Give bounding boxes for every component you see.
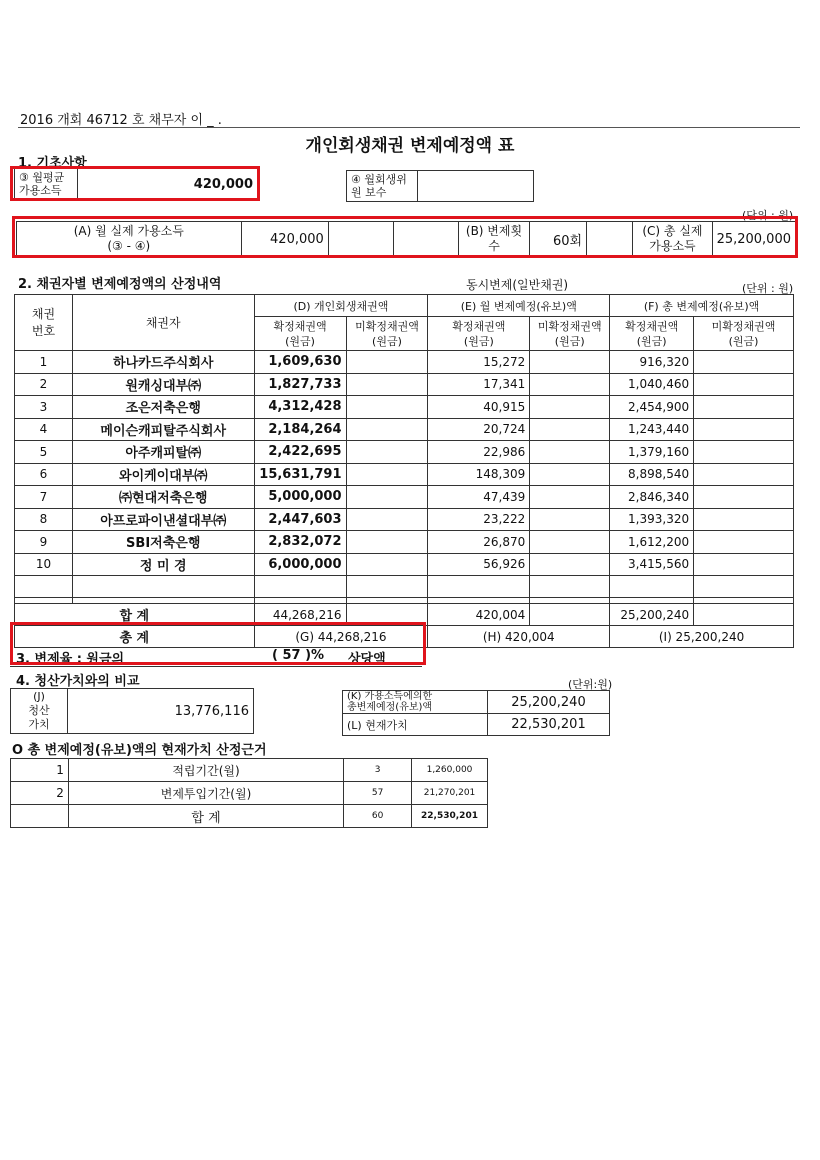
basis-no: 1	[11, 759, 69, 782]
section2-heading: 2. 채권자별 변제예정액의 산정내역	[18, 277, 222, 292]
section2-note: 동시변제(일반채권)	[466, 278, 569, 292]
j-value: 13,776,116	[68, 689, 254, 734]
liquidation-value-table	[10, 688, 254, 734]
section1-heading: 1. 기초사항	[18, 156, 87, 171]
creditor-name: 하나카드주식회사	[72, 351, 254, 374]
section4-heading: 4. 청산가치와의 비교	[16, 674, 140, 689]
creditor-no: 3	[15, 396, 73, 419]
basis-sum-row	[11, 805, 488, 828]
col-no-header: 채권 번호	[15, 295, 73, 351]
monthly-unconfirmed	[530, 351, 610, 374]
total-g: (G) 44,268,216	[254, 626, 428, 648]
total-repayment: 8,898,540	[610, 463, 694, 486]
creditor-no: 4	[15, 418, 73, 441]
section5-heading: O 총 변제예정(유보)액의 현재가치 산정근거	[12, 743, 267, 758]
d-unconfirmed-header: 미확정채권액 (원금)	[346, 317, 428, 351]
basis-row	[11, 782, 488, 805]
total-label: 총 계	[15, 626, 255, 648]
highlight-monthly-income	[10, 166, 260, 201]
total-unconfirmed	[694, 441, 794, 464]
table-row	[15, 418, 794, 441]
basis-name: 변제투입기간(월)	[68, 782, 343, 805]
highlight-income-summary	[12, 216, 798, 258]
e-unconfirmed-header: 미확정채권액 (원금)	[530, 317, 610, 351]
total-repayment: 2,846,340	[610, 486, 694, 509]
monthly-unconfirmed	[530, 441, 610, 464]
basis-months: 57	[344, 782, 412, 805]
repayment-rate-suffix: 상당액	[348, 652, 386, 667]
repayment-rate-label: 3. 변제율 : 원금의	[16, 652, 125, 667]
total-unconfirmed	[694, 463, 794, 486]
creditor-name: SBI저축은행	[72, 531, 254, 554]
monthly-repayment: 26,870	[428, 531, 530, 554]
creditor-name: 아주캐피탈㈜	[72, 441, 254, 464]
highlight-total-and-rate	[10, 622, 426, 665]
section4-unit: (단위:원)	[568, 678, 613, 691]
monthly-repayment: 148,309	[428, 463, 530, 486]
monthly-repayment: 17,341	[428, 373, 530, 396]
confirmed-claim: 2,184,264	[254, 418, 346, 441]
repayment-rate-value: ( 57 )%	[272, 648, 325, 663]
table-row	[15, 373, 794, 396]
monthly-unconfirmed	[530, 396, 610, 419]
creditor-no: 5	[15, 441, 73, 464]
trustee-fee-table	[346, 170, 534, 202]
unconfirmed-claim	[346, 486, 428, 509]
table-row	[15, 508, 794, 531]
total-repayment: 1,612,200	[610, 531, 694, 554]
total-unconfirmed	[694, 531, 794, 554]
empty-row	[15, 576, 794, 598]
total-unconfirmed	[694, 553, 794, 576]
a-value: 420,000	[241, 222, 328, 257]
creditor-name: ㈜현대저축은행	[72, 486, 254, 509]
b-value: 60회	[530, 222, 587, 257]
confirmed-claim: 1,609,630	[254, 351, 346, 374]
sum-e: 420,004	[428, 604, 530, 626]
total-repayment: 1,379,160	[610, 441, 694, 464]
creditor-name: 원캐싱대부㈜	[72, 373, 254, 396]
basis-no: 2	[11, 782, 69, 805]
d-confirmed-header: 확정채권액 (원금)	[254, 317, 346, 351]
basis-sum-amount: 22,530,201	[412, 805, 488, 828]
monthly-avg-value: 420,000	[78, 169, 258, 200]
confirmed-claim: 2,422,695	[254, 441, 346, 464]
table-row	[15, 396, 794, 419]
basis-row	[11, 759, 488, 782]
total-i: (I) 25,200,240	[610, 626, 794, 648]
monthly-unconfirmed	[530, 531, 610, 554]
j-label: (J) 청산 가치	[11, 689, 68, 734]
page-title: 개인회생채권 변제예정액 표	[305, 136, 515, 156]
creditor-no: 7	[15, 486, 73, 509]
confirmed-claim: 6,000,000	[254, 553, 346, 576]
a-label: (A) 월 실제 가용소득 (③ - ④)	[17, 222, 242, 257]
monthly-repayment: 40,915	[428, 396, 530, 419]
total-unconfirmed	[694, 351, 794, 374]
monthly-repayment: 22,986	[428, 441, 530, 464]
col-e-header: (E) 월 변제예정(유보)액	[428, 295, 610, 317]
total-repayment: 916,320	[610, 351, 694, 374]
total-repayment: 1,040,460	[610, 373, 694, 396]
total-repayment: 3,415,560	[610, 553, 694, 576]
k-label: (K) 가용소득에의한 총변제예정(유보)액	[343, 691, 488, 714]
confirmed-claim: 5,000,000	[254, 486, 346, 509]
b-label: (B) 변제횟 수	[458, 222, 530, 257]
unconfirmed-claim	[346, 508, 428, 531]
total-unconfirmed	[694, 396, 794, 419]
monthly-unconfirmed	[530, 418, 610, 441]
c-label: (C) 총 실제 가용소득	[633, 222, 712, 257]
sum-f: 25,200,240	[610, 604, 694, 626]
f-unconfirmed-header: 미확정채권액 (원금)	[694, 317, 794, 351]
basis-rows	[11, 759, 488, 805]
monthly-unconfirmed	[530, 486, 610, 509]
basis-months: 3	[344, 759, 412, 782]
confirmed-claim: 1,827,733	[254, 373, 346, 396]
total-h: (H) 420,004	[428, 626, 610, 648]
table-row	[15, 531, 794, 554]
creditor-no: 2	[15, 373, 73, 396]
l-label: (L) 현재가치	[343, 714, 488, 736]
section2-unit: (단위 : 원)	[742, 282, 794, 295]
creditor-name: 조은저축은행	[72, 396, 254, 419]
col-f-header: (F) 총 변제예정(유보)액	[610, 295, 794, 317]
unconfirmed-claim	[346, 463, 428, 486]
creditor-no: 1	[15, 351, 73, 374]
unconfirmed-claim	[346, 351, 428, 374]
col-d-header: (D) 개인회생채권액	[254, 295, 428, 317]
e-confirmed-header: 확정채권액 (원금)	[428, 317, 530, 351]
confirmed-claim: 15,631,791	[254, 463, 346, 486]
unconfirmed-claim	[346, 373, 428, 396]
basis-amount: 21,270,201	[412, 782, 488, 805]
total-unconfirmed	[694, 486, 794, 509]
unconfirmed-claim	[346, 441, 428, 464]
monthly-unconfirmed	[530, 553, 610, 576]
section1-unit: (단위 : 원)	[742, 209, 794, 222]
col-creditor-header: 채권자	[72, 295, 254, 351]
trustee-fee-value	[418, 171, 534, 202]
creditor-name: 정 미 경	[72, 553, 254, 576]
table-row	[15, 486, 794, 509]
monthly-avg-label: ③ 월평균 가용소득	[15, 169, 78, 200]
monthly-unconfirmed	[530, 508, 610, 531]
creditor-rows	[15, 351, 794, 576]
creditor-no: 9	[15, 531, 73, 554]
confirmed-claim: 4,312,428	[254, 396, 346, 419]
table-row	[15, 553, 794, 576]
trustee-fee-label: ④ 월회생위 원 보수	[347, 171, 418, 202]
c-value: 25,200,000	[712, 222, 795, 257]
unconfirmed-claim	[346, 418, 428, 441]
creditor-no: 10	[15, 553, 73, 576]
monthly-repayment: 20,724	[428, 418, 530, 441]
creditor-no: 6	[15, 463, 73, 486]
monthly-repayment: 23,222	[428, 508, 530, 531]
total-unconfirmed	[694, 418, 794, 441]
total-repayment: 1,243,440	[610, 418, 694, 441]
sum-label: 합 계	[15, 604, 255, 626]
unconfirmed-claim	[346, 396, 428, 419]
total-unconfirmed	[694, 373, 794, 396]
sum-d: 44,268,216	[254, 604, 346, 626]
creditor-name: 와이케이대부㈜	[72, 463, 254, 486]
creditor-table	[14, 294, 794, 648]
k-value: 25,200,240	[488, 691, 610, 714]
unconfirmed-claim	[346, 531, 428, 554]
creditor-no: 8	[15, 508, 73, 531]
monthly-repayment: 47,439	[428, 486, 530, 509]
table-row	[15, 351, 794, 374]
present-value-table	[342, 690, 610, 736]
l-value: 22,530,201	[488, 714, 610, 736]
creditor-name: 메이슨캐피탈주식회사	[72, 418, 254, 441]
monthly-repayment: 15,272	[428, 351, 530, 374]
basis-sum-label: 합 계	[68, 805, 343, 828]
table-row	[15, 463, 794, 486]
header-rule	[18, 127, 800, 128]
basis-sum-months: 60	[344, 805, 412, 828]
case-header: 2016 개회 46712 호 채무자 이 _ .	[20, 113, 222, 128]
monthly-unconfirmed	[530, 463, 610, 486]
present-value-basis-table	[10, 758, 488, 828]
basis-amount: 1,260,000	[412, 759, 488, 782]
total-repayment: 2,454,900	[610, 396, 694, 419]
creditor-name: 아프로파이낸셜대부㈜	[72, 508, 254, 531]
monthly-unconfirmed	[530, 373, 610, 396]
total-unconfirmed	[694, 508, 794, 531]
section3-rule	[10, 666, 422, 667]
f-confirmed-header: 확정채권액 (원금)	[610, 317, 694, 351]
table-row	[15, 441, 794, 464]
unconfirmed-claim	[346, 553, 428, 576]
total-repayment: 1,393,320	[610, 508, 694, 531]
confirmed-claim: 2,832,072	[254, 531, 346, 554]
basis-name: 적립기간(월)	[68, 759, 343, 782]
confirmed-claim: 2,447,603	[254, 508, 346, 531]
monthly-repayment: 56,926	[428, 553, 530, 576]
